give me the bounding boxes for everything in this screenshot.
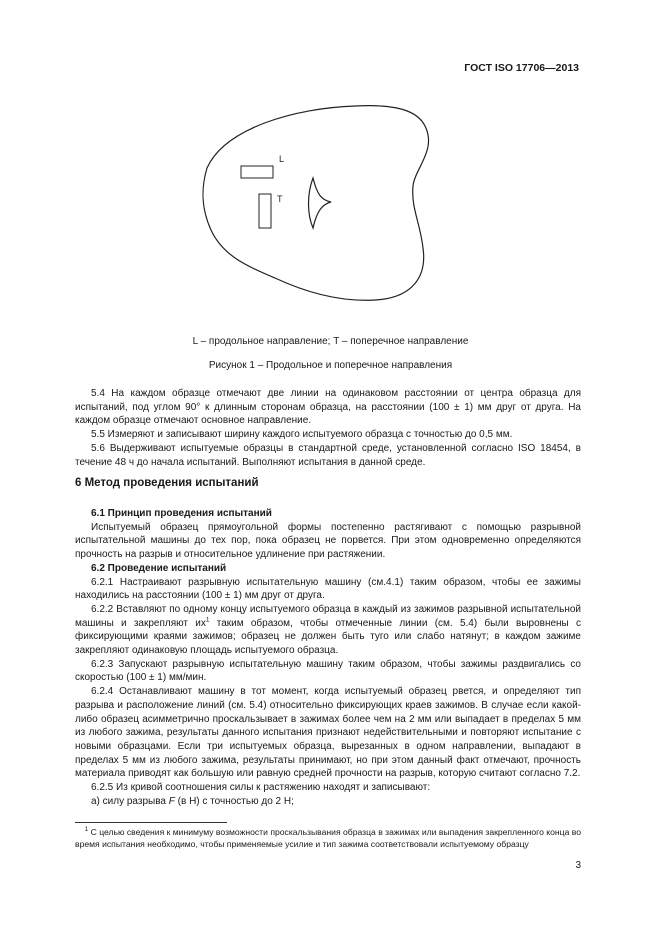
item-a-suffix: (в Н) с точностью до 2 Н;: [174, 795, 294, 807]
section-title: 6 Метод проведения испытаний: [75, 477, 259, 489]
footnote-mark: 1: [84, 826, 89, 834]
standard-header: ГОСТ ISO 17706—2013: [464, 62, 579, 74]
paragraph-6-2-1: 6.2.1 Настраивают разрывную испытательную машину (см.4.1) таким образом, чтобы ее зажимы находились на расстоянии (100 ± 1) мм друг от друга.: [75, 576, 581, 602]
paragraph-6-2-5: 6.2.5 Из кривой соотношения силы к растяжению находят и записывают:: [91, 782, 431, 794]
item-a-prefix: а) силу разрыва: [91, 795, 169, 807]
paragraph-6-2-4: 6.2.4 Останавливают машину в тот момент, когда испытуемый образец рвется, и определяют тип разрыва и расположение линий (см. 5.4) относительно фиксирующих краев зажимов. В случае если какой-либо образец асимметрично проскальзывает в зажимах более чем на 2 мм или выпадает в пределах 5 мм из любого зажима, результаты данного испытания признают недействительными и повторяют испытание с новыми образцами. Если три испытуемых образца, вырезанных в одном направлении, выпадают в пределах 5 мм из любого зажима, результаты принимают, но при этом данный факт отмечают, прочность материала приводят как большую или равную средней прочности на разрыв, которую считают согласно 7.2.: [75, 686, 581, 780]
transverse-marker: [259, 194, 271, 228]
paragraph-5-4: 5.4 На каждом образце отмечают две линии на одинаковом расстоянии от центра образца для испытаний, под углом 90° к длинным сторонам образца, на расстоянии (100 ± 1) мм друг от друга. На каждом образце отмечают основное направление.: [75, 388, 581, 427]
paragraph-6-2-2-part-b: таким образом, чтобы отмеченные линии (см. 5.4) были выровнены с фиксирующими краями зажимов; образец не должен быть туго или слабо натянут; в каждом зажиме закрепляют одинаковую площадь испытуемого образца.: [75, 617, 581, 657]
footnote-text: С целью сведения к минимуму возможности проскальзывания образца в зажимах или выпадения закрепленного конца во время испытания необходимо, чтобы применяемые усилие и тип зажима соответствовали испытуемому образцу: [75, 827, 581, 849]
label-l: L: [279, 154, 285, 164]
footnote-divider: [75, 822, 227, 823]
longitudinal-marker: [241, 166, 273, 178]
paragraph-6-2-3: 6.2.3 Запускают разрывную испытательную машину таким образом, чтобы зажимы раздвигались со скоростью (100 ± 1) мм/мин.: [75, 658, 581, 684]
specimen-figure: [175, 90, 445, 320]
paragraph-6-2-5-a: [75, 795, 581, 809]
section-6-body: [75, 507, 581, 808]
label-t: T: [277, 194, 283, 204]
paragraph-5-6: 5.6 Выдерживают испытуемые образцы в стандартной среде, установленной согласно ISO 18454, в течение 48 ч до начала испытаний. Выполняют испытания в данной среде.: [75, 442, 581, 468]
paragraphs-top: [75, 387, 581, 469]
page-number: 3: [575, 860, 581, 871]
figure-caption: Рисунок 1 – Продольное и поперечное направления: [208, 360, 453, 371]
item-a-variable: F: [168, 795, 175, 807]
footnote: [75, 826, 581, 850]
paragraph-6-2-2-part-a: 6.2.2 Вставляют по одному концу испытуемого образца в каждый из зажимов разрывной испытательной машины и закрепляют их: [75, 603, 581, 629]
subsection-6-2-title: 6.2 Проведение испытаний: [91, 562, 227, 574]
subsection-6-1-title: 6.1 Принцип проведения испытаний: [91, 508, 272, 519]
paragraph-6-1: Испытуемый образец прямоугольной формы постепенно растягивают с помощью разрывной испытательной машины до тех пор, пока образец не порвется. При этом одновременно определяются прочность на разрыв и относительное удлинение при растяжении.: [75, 521, 581, 561]
figure-legend: L – продольное направление; T – поперечное направление: [192, 336, 469, 347]
specimen-outline: [203, 106, 429, 301]
paragraph-5-5: 5.5 Измеряют и записывают ширину каждого испытуемого образца с точностью до 0,5 мм.: [91, 429, 513, 441]
footnote-ref: 1: [205, 616, 210, 624]
paragraph-6-2-2: [75, 603, 581, 658]
